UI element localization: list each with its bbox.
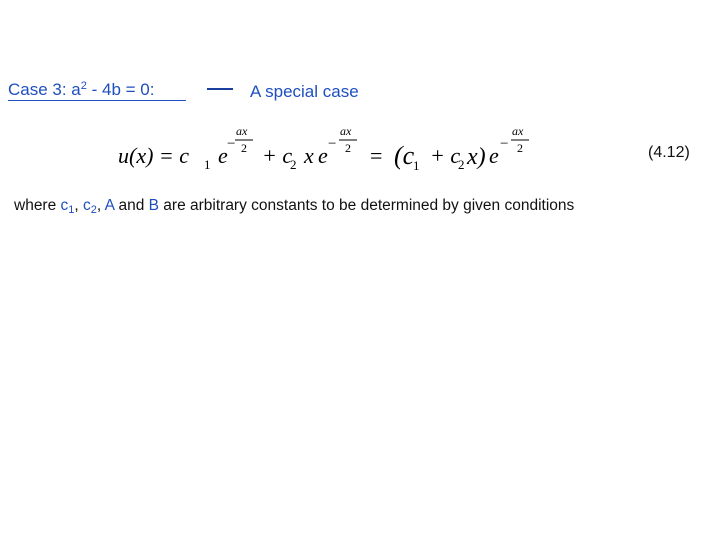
- note-prefix: where: [14, 197, 61, 214]
- eq-exp1-den: 2: [241, 141, 247, 155]
- note-c1: [61, 197, 75, 214]
- note-c2: [83, 197, 97, 214]
- eq-c2-inner-sub: 2: [458, 157, 465, 172]
- note-c1-sub: 1: [68, 204, 75, 216]
- eq-lhs: u(x) = c: [118, 143, 190, 168]
- eq-paren-open: (c: [394, 141, 415, 170]
- case-colon: :: [149, 80, 155, 99]
- eq-exp2-minus: −: [328, 136, 337, 152]
- case-text: Case 3: a: [8, 80, 81, 99]
- note-comma-1: ,: [74, 197, 84, 214]
- eq-exp1-num: ax: [236, 124, 248, 138]
- eq-e-2: e: [318, 143, 328, 168]
- eq-equals: =: [370, 143, 383, 168]
- special-case-label: A special case: [250, 82, 359, 101]
- note-c2-sub: 2: [90, 204, 97, 216]
- eq-e-3: e: [489, 143, 499, 168]
- dash-separator: [207, 88, 233, 90]
- case-condition: - 4b = 0: [86, 80, 150, 99]
- eq-plus-c2: + c: [262, 143, 293, 168]
- note-A: A: [104, 197, 115, 214]
- eq-exp2-num: ax: [340, 124, 352, 138]
- constants-note: [14, 197, 574, 216]
- case-underline: [8, 100, 186, 101]
- eq-c1-sub: 1: [204, 157, 211, 172]
- note-comma-2: ,: [96, 197, 105, 214]
- eq-exp2-den: 2: [345, 141, 351, 155]
- equation-4-12: [0, 115, 720, 185]
- case-label: [8, 80, 154, 100]
- eq-c2-sub: 2: [290, 157, 297, 172]
- eq-x-1: x: [304, 143, 314, 168]
- note-c1-letter: c: [60, 197, 69, 214]
- eq-exp3-num: ax: [512, 124, 524, 138]
- note-B: B: [148, 197, 159, 214]
- eq-e-1: e: [218, 143, 228, 168]
- eq-exp1-minus: −: [227, 136, 236, 152]
- eq-exp3-den: 2: [517, 141, 523, 155]
- eq-plus-inner: + c: [430, 143, 461, 168]
- eq-c1-inner-sub: 1: [413, 158, 420, 173]
- eq-exp3-minus: −: [500, 136, 509, 152]
- eq-inner-x-close: x): [467, 144, 486, 170]
- equation-svg: [0, 115, 720, 185]
- note-and: and: [114, 197, 149, 214]
- note-suffix: are arbitrary constants to be determined by given conditions: [158, 197, 575, 214]
- note-c2-letter: c: [83, 197, 91, 214]
- case-superscript: 2: [80, 80, 87, 92]
- equation-number: (4.12): [648, 144, 690, 161]
